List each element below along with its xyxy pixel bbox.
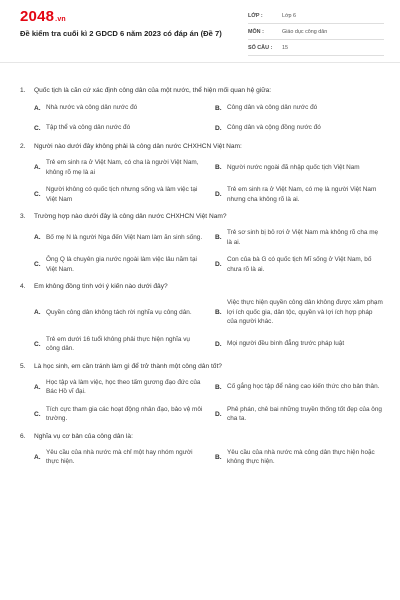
meta-value: 15 xyxy=(282,44,288,51)
answer-options xyxy=(20,158,384,204)
option-text: Mọi người đều bình đẳng trước pháp luật xyxy=(227,340,345,348)
answer-option[interactable] xyxy=(215,228,384,247)
meta-value: Lớp 6 xyxy=(282,12,297,19)
answer-option[interactable] xyxy=(34,448,203,467)
answer-option[interactable] xyxy=(215,122,384,134)
answer-option[interactable] xyxy=(34,405,203,424)
answer-option[interactable] xyxy=(215,158,384,177)
option-text: Yêu cầu của nhà nước mà chỉ một hay nhóm người thực hiện. xyxy=(46,448,193,465)
question-text: Trường hợp nào dưới đây là công dân nước CHXHCN Việt Nam? xyxy=(34,213,227,220)
option-letter: B. xyxy=(215,308,222,316)
question-number: 2. xyxy=(20,143,26,150)
option-letter: D. xyxy=(215,410,222,418)
option-text: Cố gắng học tập để nâng cao kiến thức cho bản thân. xyxy=(227,383,380,391)
option-letter: D. xyxy=(215,191,222,198)
meta-row-subject xyxy=(248,24,384,40)
option-letter: A. xyxy=(34,104,41,112)
page-header xyxy=(0,0,400,63)
page-title: Đề kiểm tra cuối kì 2 GDCD 6 năm 2023 có đáp án (Đề 7) xyxy=(20,29,222,38)
option-letter: C. xyxy=(34,124,41,132)
option-text: Học tập và làm việc, học theo tấm gương đạo đức của Bác Hồ vĩ đại. xyxy=(46,378,201,395)
question-number: 5. xyxy=(20,362,26,370)
option-text: Ông Q là chuyên gia nước ngoài làm việc lâu năm tại Việt Nam. xyxy=(46,256,197,273)
answer-option[interactable] xyxy=(34,122,203,134)
question-text: Là học sinh, em cần tránh làm gì để trở thành một công dân tốt? xyxy=(34,362,222,370)
answer-option[interactable] xyxy=(34,102,203,114)
option-letter: D. xyxy=(215,124,222,132)
question-number: 6. xyxy=(20,432,26,440)
answer-option[interactable] xyxy=(34,158,203,177)
answer-options xyxy=(20,378,384,424)
meta-label: LỚP : xyxy=(248,12,263,19)
answer-option[interactable] xyxy=(215,448,384,467)
option-letter: A. xyxy=(34,453,41,461)
question-text: Người nào dưới đây không phải là công dân nước CHXHCN Việt Nam: xyxy=(34,143,242,150)
option-letter: C. xyxy=(34,261,41,268)
question-text: Em không đồng tình với ý kiến nào dưới đây? xyxy=(34,283,168,290)
option-text: Con của bà G có quốc tịch Mĩ sống ở Việt Nam, bố chưa rõ là ai. xyxy=(227,256,372,273)
logo-text: 2048 xyxy=(20,8,55,25)
answer-option[interactable] xyxy=(215,405,384,424)
option-text: Việc thực hiện quyền công dân không được xâm phạm lợi ích quốc gia, dân tộc, quyền và lợi ích hợp pháp của người khác. xyxy=(227,299,383,325)
question-4 xyxy=(20,282,384,354)
exam-meta-table xyxy=(248,8,384,56)
option-text: Yêu cầu của nhà nước mà công dân thực hiện hoặc không thực hiện. xyxy=(227,448,375,465)
option-text: Công dân và cộng đồng nước đó xyxy=(227,124,321,132)
option-text: Công dân và công dân nước đó xyxy=(227,104,318,112)
meta-value: Giáo dục công dân xyxy=(282,28,328,35)
option-text: Tích cực tham gia các hoạt động nhân đạo, bảo vệ môi trường. xyxy=(46,405,203,422)
answer-option[interactable] xyxy=(215,102,384,114)
question-stem xyxy=(20,432,384,442)
option-text: Trẻ em dưới 16 tuổi không phải thực hiện nghĩa vụ công dân. xyxy=(46,335,190,352)
option-text: Bố mẹ N là người Nga đến Việt Nam làm ăn sinh sống. xyxy=(46,233,203,241)
meta-row-class xyxy=(248,8,384,24)
question-text: Quốc tịch là căn cứ xác định công dân của một nước, thể hiện mối quan hệ giữa: xyxy=(34,87,272,94)
option-text: Nhà nước và công dân nước đó xyxy=(46,104,138,112)
meta-row-count xyxy=(248,40,384,56)
question-1 xyxy=(20,86,384,134)
question-number: 4. xyxy=(20,283,26,290)
answer-options xyxy=(20,448,384,467)
option-letter: C. xyxy=(34,340,41,348)
answer-options xyxy=(20,298,384,354)
option-text: Người không có quốc tịch nhưng sống và làm việc tại Việt Nam xyxy=(46,186,198,203)
answer-option[interactable] xyxy=(34,298,203,327)
question-stem xyxy=(20,142,384,152)
meta-label: MÔN : xyxy=(248,28,264,35)
question-list xyxy=(20,86,384,475)
option-letter: A. xyxy=(34,164,41,171)
question-3 xyxy=(20,212,384,274)
question-number: 1. xyxy=(20,87,26,94)
option-letter: D. xyxy=(215,261,222,268)
meta-label: SỐ CÂU : xyxy=(248,44,273,51)
question-5 xyxy=(20,362,384,424)
question-stem xyxy=(20,86,384,96)
question-text: Nghĩa vụ cơ bản của công dân là: xyxy=(34,432,133,440)
site-logo[interactable] xyxy=(20,8,66,25)
answer-option[interactable] xyxy=(34,185,203,204)
answer-option[interactable] xyxy=(34,335,203,354)
option-letter: B. xyxy=(215,453,222,461)
question-number: 3. xyxy=(20,213,26,220)
answer-option[interactable] xyxy=(215,185,384,204)
option-letter: C. xyxy=(34,410,41,418)
option-text: Tập thể và công dân nước đó xyxy=(46,124,131,132)
option-letter: A. xyxy=(34,234,41,241)
option-text: Phê phán, chê bai những truyền thống tốt đẹp của ông cha ta. xyxy=(227,405,382,422)
option-letter: C. xyxy=(34,191,41,198)
answer-option[interactable] xyxy=(34,378,203,397)
question-6 xyxy=(20,432,384,467)
option-text: Trẻ em sinh ra ở Việt Nam, có cha là người Việt Nam, không rõ mẹ là ai xyxy=(46,159,199,176)
option-letter: A. xyxy=(34,308,41,316)
answer-options xyxy=(20,102,384,134)
question-stem xyxy=(20,282,384,292)
option-letter: D. xyxy=(215,340,222,348)
question-stem xyxy=(20,362,384,372)
option-letter: A. xyxy=(34,383,41,391)
option-text: Quyền công dân không tách rời nghĩa vụ công dân. xyxy=(46,308,192,316)
option-letter: B. xyxy=(215,383,222,391)
answer-option[interactable] xyxy=(34,255,203,274)
question-stem xyxy=(20,212,384,222)
answer-option[interactable] xyxy=(34,228,203,247)
option-text: Trẻ sơ sinh bị bỏ rơi ở Việt Nam mà không rõ cha mẹ là ai. xyxy=(227,229,379,246)
option-text: Trẻ em sinh ra ở Việt Nam, có mẹ là người Việt Nam nhưng cha không rõ là ai. xyxy=(227,186,377,203)
option-text: Người nước ngoài đã nhập quốc tịch Việt Nam xyxy=(227,163,360,171)
answer-option[interactable] xyxy=(215,255,384,274)
answer-option[interactable] xyxy=(215,378,384,397)
answer-option[interactable] xyxy=(215,335,384,354)
option-letter: B. xyxy=(215,104,222,112)
option-letter: B. xyxy=(215,164,222,171)
question-2 xyxy=(20,142,384,204)
answer-option[interactable] xyxy=(215,298,384,327)
answer-options xyxy=(20,228,384,274)
option-letter: B. xyxy=(215,234,222,241)
logo-suffix: .vn xyxy=(55,16,66,23)
